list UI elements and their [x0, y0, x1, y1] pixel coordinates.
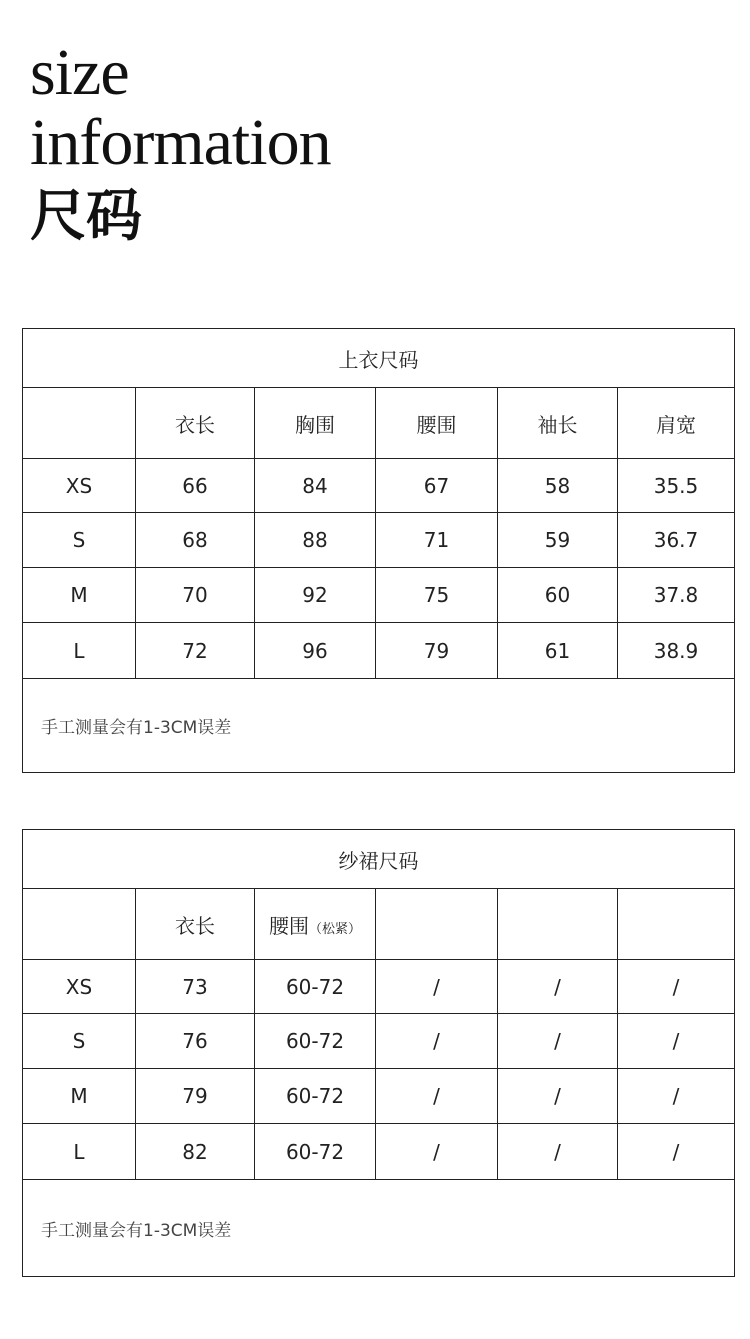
heading-size: size: [30, 36, 129, 109]
table-cell: /: [498, 1069, 618, 1124]
size-label: M: [23, 568, 136, 623]
size-label: XS: [23, 960, 136, 1014]
table-cell: 79: [136, 1069, 255, 1124]
measurement-note: 手工测量会有1-3CM误差: [23, 1180, 735, 1277]
table-cell: 60-72: [255, 1014, 376, 1069]
table-cell: /: [618, 1014, 735, 1069]
table-title: 上衣尺码: [23, 329, 735, 388]
table-cell: /: [376, 1069, 498, 1124]
table-cell: 37.8: [618, 568, 735, 623]
table-cell: 36.7: [618, 513, 735, 568]
header-cell: [376, 889, 498, 960]
header-row: [23, 388, 735, 459]
size-label: XS: [23, 459, 136, 513]
table-row: [23, 568, 735, 623]
table-row: [23, 1014, 735, 1069]
table-row: [23, 1069, 735, 1124]
header-cell: [498, 889, 618, 960]
table-cell: 66: [136, 459, 255, 513]
table-cell: 60-72: [255, 1069, 376, 1124]
table-row: [23, 513, 735, 568]
table-cell: 58: [498, 459, 618, 513]
table-cell: /: [498, 1124, 618, 1180]
table-title: 纱裙尺码: [23, 830, 735, 889]
header-cell: [23, 388, 136, 459]
table-cell: 76: [136, 1014, 255, 1069]
header-elastic-note: （松紧）: [308, 921, 361, 937]
table-cell: 61: [498, 623, 618, 679]
table-cell: 75: [376, 568, 498, 623]
size-label: L: [23, 623, 136, 679]
header-row: [23, 889, 735, 960]
heading-information: information: [30, 106, 331, 179]
measurement-note: 手工测量会有1-3CM误差: [23, 679, 735, 773]
table-cell: 60-72: [255, 960, 376, 1014]
table-cell: 35.5: [618, 459, 735, 513]
header-cell: [618, 889, 735, 960]
table-cell: /: [618, 1124, 735, 1180]
table-cell: /: [376, 960, 498, 1014]
table-cell: /: [498, 960, 618, 1014]
header-cell: 袖长: [498, 388, 618, 459]
header-cell-waist: [255, 889, 376, 960]
page-heading: [30, 38, 331, 252]
table-cell: 68: [136, 513, 255, 568]
table-cell: 38.9: [618, 623, 735, 679]
skirt-size-table: [22, 829, 735, 1277]
size-label: L: [23, 1124, 136, 1180]
header-cell: 腰围: [376, 388, 498, 459]
table-cell: 96: [255, 623, 376, 679]
table-cell: 84: [255, 459, 376, 513]
table-cell: 82: [136, 1124, 255, 1180]
header-waist-label: 腰围: [268, 913, 309, 938]
size-label: S: [23, 1014, 136, 1069]
table-cell: 79: [376, 623, 498, 679]
header-cell: [23, 889, 136, 960]
table-cell: /: [618, 1069, 735, 1124]
table-cell: 73: [136, 960, 255, 1014]
header-cell: 胸围: [255, 388, 376, 459]
header-cell: 肩宽: [618, 388, 735, 459]
table-row: [23, 459, 735, 513]
table-cell: 67: [376, 459, 498, 513]
size-label: M: [23, 1069, 136, 1124]
header-cell: 衣长: [136, 889, 255, 960]
table-row: [23, 623, 735, 679]
table-cell: 88: [255, 513, 376, 568]
table-cell: /: [376, 1014, 498, 1069]
header-cell: 衣长: [136, 388, 255, 459]
table-cell: 59: [498, 513, 618, 568]
table-cell: 60-72: [255, 1124, 376, 1180]
table-cell: 60: [498, 568, 618, 623]
table-cell: 92: [255, 568, 376, 623]
table-cell: /: [498, 1014, 618, 1069]
table-cell: /: [376, 1124, 498, 1180]
table-row: [23, 960, 735, 1014]
table-cell: 72: [136, 623, 255, 679]
table-cell: 70: [136, 568, 255, 623]
table-cell: 71: [376, 513, 498, 568]
top-size-table: [22, 328, 735, 773]
size-label: S: [23, 513, 136, 568]
table-cell: /: [618, 960, 735, 1014]
table-row: [23, 1124, 735, 1180]
heading-chima: 尺码: [30, 183, 142, 249]
